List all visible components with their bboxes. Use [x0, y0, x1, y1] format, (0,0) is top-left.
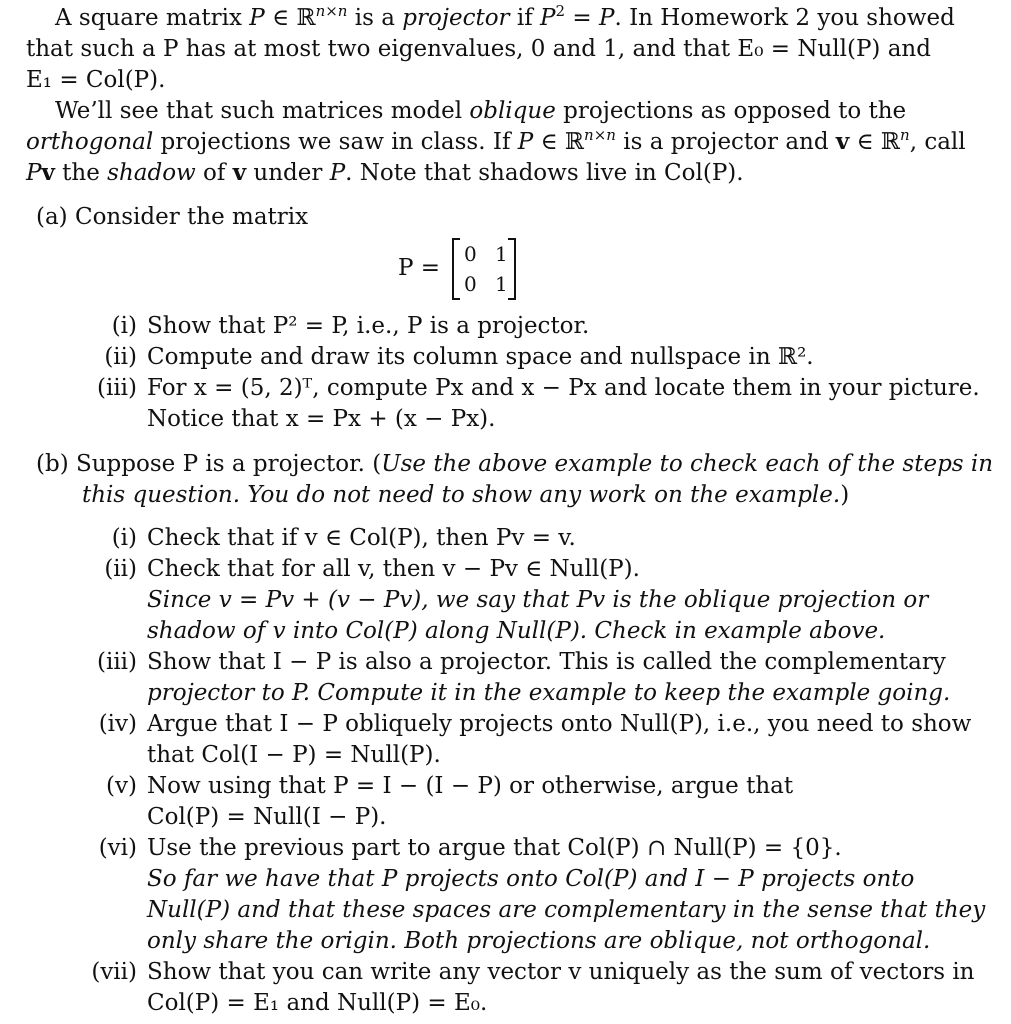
part-a-item-label: (i): [111, 313, 137, 339]
part-a-item-text: Compute and draw its column space and nullspace in ℝ².: [147, 344, 814, 370]
part-b-item-text: Show that I − P is also a projector. This is called the complementary: [147, 649, 946, 675]
part-b-item-label: (vii): [91, 959, 137, 985]
intro-line-6: Pv the shadow of v under P. Note that shadows live in Col(P).: [26, 159, 744, 186]
matrix-brackets: [398, 237, 528, 301]
part-a-item-label: (iii): [96, 375, 137, 401]
part-b-item-text: Null(P) and that these spaces are complementary in the sense that they: [147, 897, 986, 923]
part-b-item-label: (ii): [104, 556, 137, 582]
part-b-item-label: (v): [106, 773, 137, 799]
intro-line-1: A square matrix P ∈ ℝ$^{n\times n}$ is a projector if $P^2 = P$. In Homework 2 you showed: [55, 2, 955, 31]
part-b-heading: (b) Suppose P is a projector. (Use the above example to check each of the steps in: [36, 451, 994, 477]
part-b-label: (b): [36, 451, 69, 477]
matrix-cell-1-1: 0: [464, 242, 477, 266]
part-b-item-text: projector to P. Compute it in the example to keep the example going.: [147, 680, 951, 706]
part-b-item-label: (i): [111, 525, 137, 551]
intro-line-3: E₁ = Col(P).: [26, 67, 166, 93]
part-b-item-text: Now using that P = I − (I − P) or otherwise, argue that: [147, 773, 794, 799]
part-b-item-text: Argue that I − P obliquely projects onto Null(P), i.e., you need to show: [147, 711, 972, 737]
part-b-item-text: Col(P) = E₁ and Null(P) = E₀.: [147, 990, 488, 1016]
intro-line-5: orthogonal projections we saw in class. If P ∈ ℝ$^{n\times n}$ is a projector and v ∈ ℝ$^n$, call: [26, 126, 966, 155]
part-b-item-text: Use the previous part to argue that Col(P) ∩ Null(P) = {0}.: [147, 835, 842, 861]
part-b-item-text: Check that for all v, then v − Pv ∈ Null(P).: [147, 556, 640, 582]
part-a-item-label: (ii): [104, 344, 137, 370]
part-b-item-text: So far we have that P projects onto Col(P) and I − P projects onto: [147, 866, 915, 892]
matrix-cell-2-1: 0: [464, 272, 477, 296]
matrix-P: [398, 237, 528, 301]
part-b-item-text: that Col(I − P) = Null(P).: [147, 742, 441, 768]
part-b-item-text: Col(P) = Null(I − P).: [147, 804, 387, 830]
part-a-item-text: For x = (5, 2)ᵀ, compute Px and x − Px and locate them in your picture.: [147, 375, 980, 401]
intro-line-2: that such a P has at most two eigenvalues, 0 and 1, and that E₀ = Null(P) and: [26, 36, 931, 62]
matrix-cell-2-2: 1: [495, 272, 508, 296]
part-b-item-label: (vi): [98, 835, 137, 861]
part-b-item-text: Since v = Pv + (v − Pv), we say that Pv is the oblique projection or: [147, 587, 929, 613]
part-b-item-label: (iii): [96, 649, 137, 675]
part-b-hint: this question. You do not need to show any work on the example.): [82, 482, 850, 508]
part-b-item-text: shadow of v into Col(P) along Null(P). Check in example above.: [147, 618, 886, 644]
part-a-item-text: Show that P² = P, i.e., P is a projector.: [147, 313, 590, 339]
part-a-item-text: Notice that x = Px + (x − Px).: [147, 406, 496, 432]
part-b-item-text: Show that you can write any vector v uniquely as the sum of vectors in: [147, 959, 975, 985]
projector-term: projector: [402, 5, 510, 31]
intro-line-4: We’ll see that such matrices model oblique projections as opposed to the: [55, 98, 907, 124]
part-a-label: (a): [36, 204, 68, 230]
matrix-lhs: P =: [398, 255, 441, 281]
part-b-item-text: only share the origin. Both projections are oblique, not orthogonal.: [147, 928, 931, 954]
part-b-item-label: (iv): [98, 711, 137, 737]
part-b-item-text: Check that if v ∈ Col(P), then Pv = v.: [147, 525, 576, 551]
matrix-cell-1-2: 1: [495, 242, 508, 266]
part-a-heading: (a) Consider the matrix: [36, 204, 309, 230]
